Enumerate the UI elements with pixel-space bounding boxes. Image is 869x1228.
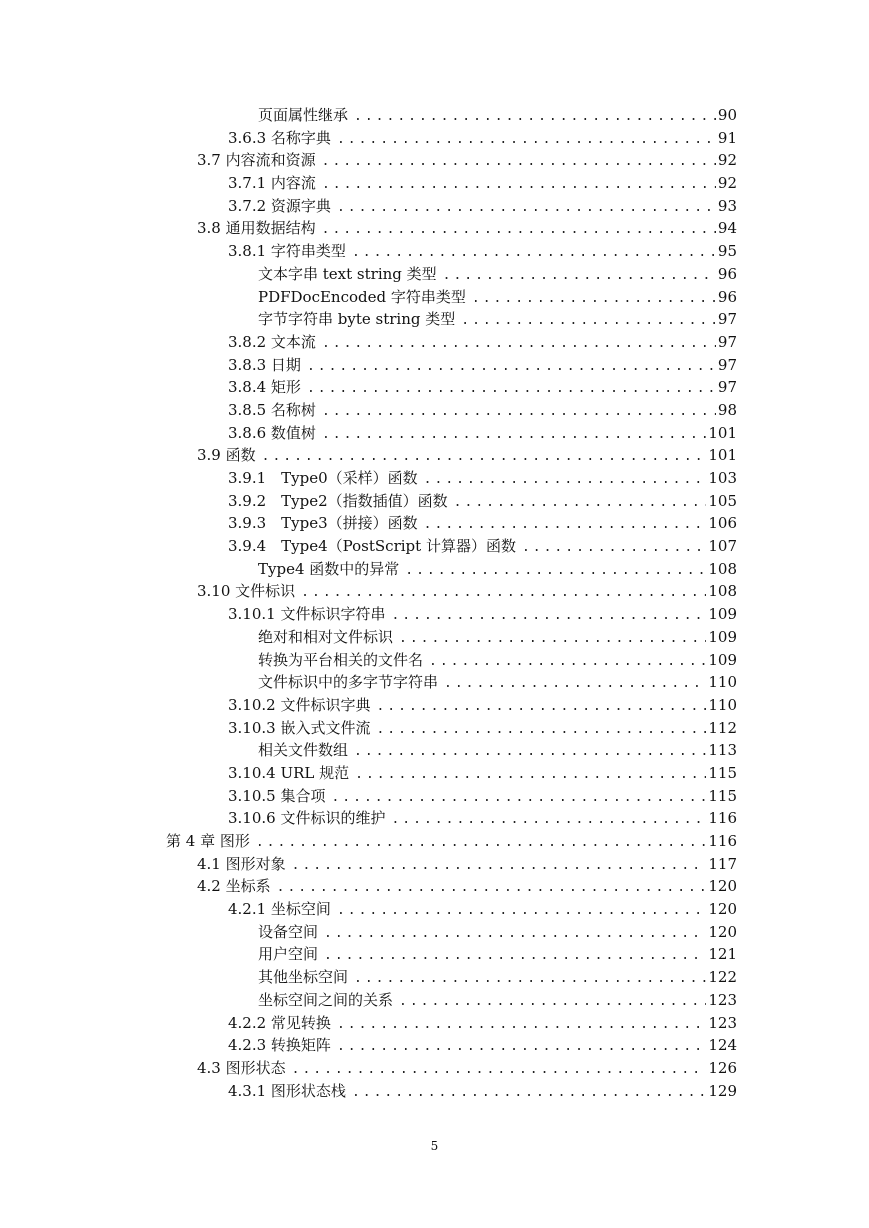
dot-leader (355, 764, 706, 787)
toc-entry-title: 绝对和相对文件标识 (258, 627, 394, 646)
toc-entry[interactable] (258, 263, 737, 286)
toc-entry[interactable] (228, 422, 737, 445)
toc-entry-title: 文本字串 text string 类型 (258, 264, 437, 283)
toc-entry[interactable] (197, 1057, 737, 1080)
toc-entry-page: 112 (708, 718, 737, 737)
toc-entry-page: 116 (708, 832, 737, 850)
toc-entry[interactable] (228, 1080, 737, 1103)
toc-entry[interactable] (258, 308, 737, 331)
toc-entry-page: 126 (708, 1058, 737, 1077)
toc-entry[interactable] (258, 649, 737, 672)
toc-entry-title: 3.10.1 文件标识字符串 (228, 605, 386, 624)
toc-entry[interactable] (258, 558, 737, 581)
toc-entry[interactable] (258, 943, 737, 966)
toc-entry-page: 105 (708, 491, 737, 510)
dot-leader (399, 991, 706, 1014)
toc-entry-title: 3.8.3 日期 (228, 355, 301, 374)
toc-entry[interactable] (228, 807, 737, 830)
toc-entry-page: 97 (717, 332, 737, 351)
dot-leader (522, 537, 706, 560)
table-of-contents (0, 104, 869, 1102)
toc-entry-title: 4.3 图形状态 (197, 1058, 286, 1077)
toc-entry-page: 107 (708, 537, 737, 556)
toc-entry-page: 101 (708, 446, 737, 465)
toc-entry-title: 3.7.2 资源字典 (228, 196, 331, 215)
toc-entry-title: 字节字符串 byte string 类型 (258, 310, 456, 329)
toc-entry-page: 101 (708, 423, 737, 442)
toc-entry-page: 97 (717, 310, 737, 329)
toc-entry-page: 92 (717, 174, 737, 193)
toc-entry-title: 3.8.6 数值树 (228, 423, 316, 442)
toc-entry-title: 3.10 文件标识 (197, 582, 296, 601)
toc-entry-page: 96 (717, 264, 737, 283)
toc-entry[interactable] (228, 512, 737, 535)
toc-entry-page: 120 (708, 922, 737, 941)
toc-entry[interactable] (228, 195, 737, 218)
toc-entry[interactable] (228, 898, 737, 921)
toc-entry-page: 93 (717, 196, 737, 215)
dot-leader (443, 265, 716, 288)
toc-entry-page: 115 (708, 786, 737, 805)
toc-entry-title: 3.7.1 内容流 (228, 174, 316, 193)
toc-entry[interactable] (228, 1034, 737, 1057)
toc-entry[interactable] (228, 1012, 737, 1035)
dot-leader (424, 514, 707, 537)
toc-entry-title: Type4 函数中的异常 (258, 559, 400, 578)
toc-entry-page: 123 (708, 1013, 737, 1032)
toc-entry-page: 108 (708, 582, 737, 601)
toc-entry[interactable] (228, 785, 737, 808)
dot-leader (444, 673, 706, 696)
toc-entry-title: 坐标空间之间的关系 (258, 990, 394, 1009)
dot-leader (322, 151, 716, 174)
toc-entry-title: 其他坐标空间 (258, 968, 349, 987)
dot-leader (277, 877, 707, 900)
dot-leader (262, 446, 707, 469)
toc-entry-title: 3.8.2 文本流 (228, 332, 316, 351)
toc-entry-title: 3.9.3 Type3（拼接）函数 (228, 514, 418, 533)
toc-entry[interactable] (197, 149, 737, 172)
dot-leader (322, 219, 716, 242)
toc-entry-page: 106 (708, 514, 737, 533)
toc-entry[interactable] (228, 762, 737, 785)
toc-entry[interactable] (258, 671, 737, 694)
page-number: 5 (430, 1139, 439, 1153)
toc-entry-page: 124 (708, 1036, 737, 1055)
dot-leader (454, 492, 707, 515)
toc-entry[interactable] (228, 603, 737, 626)
toc-entry-page: 110 (708, 673, 737, 692)
toc-entry[interactable] (228, 354, 737, 377)
toc-entry-title: 3.8.5 名称树 (228, 400, 316, 419)
toc-entry-title: 第 4 章 图形 (166, 832, 250, 850)
toc-entry[interactable] (197, 853, 737, 876)
toc-entry-title: 4.2.2 常见转换 (228, 1013, 331, 1032)
toc-entry[interactable] (228, 535, 737, 558)
dot-leader (307, 378, 716, 401)
toc-entry-page: 108 (708, 559, 737, 578)
dot-leader (337, 1036, 706, 1059)
toc-entry[interactable] (228, 717, 737, 740)
toc-entry-page: 116 (708, 809, 737, 828)
toc-entry-title: 页面属性继承 (258, 106, 349, 124)
toc-entry[interactable] (228, 331, 737, 354)
toc-entry-page: 120 (708, 900, 737, 919)
toc-entry[interactable] (228, 376, 737, 399)
toc-entry-page: 120 (708, 877, 737, 896)
toc-entry-title: 3.9.4 Type4（PostScript 计算器）函数 (228, 537, 516, 556)
toc-entry-page: 109 (708, 605, 737, 624)
toc-entry-title: 3.8 通用数据结构 (197, 219, 316, 238)
toc-entry[interactable] (258, 966, 737, 989)
toc-entry-title: 相关文件数组 (258, 741, 349, 760)
toc-entry[interactable] (228, 490, 737, 513)
toc-entry-title: 3.8.4 矩形 (228, 378, 301, 397)
dot-leader (391, 605, 706, 628)
toc-entry[interactable] (258, 921, 737, 944)
toc-entry-title: 4.2 坐标系 (197, 877, 271, 896)
toc-entry-title: 3.6.3 名称字典 (228, 128, 331, 147)
toc-entry-page: 95 (717, 242, 737, 261)
dot-leader (352, 242, 716, 265)
toc-entry[interactable] (228, 399, 737, 422)
toc-entry-page: 117 (708, 854, 737, 873)
dot-leader (322, 401, 716, 424)
toc-entry-page: 115 (708, 763, 737, 782)
dot-leader (399, 628, 706, 651)
toc-entry-title: 4.1 图形对象 (197, 854, 286, 873)
toc-entry-page: 123 (708, 990, 737, 1009)
dot-leader (322, 333, 716, 356)
dot-leader (331, 787, 706, 810)
toc-entry-page: 97 (717, 355, 737, 374)
dot-leader (337, 1014, 706, 1037)
toc-entry[interactable] (258, 626, 737, 649)
dot-leader (292, 855, 707, 878)
toc-entry-title: PDFDocEncoded 字符串类型 (258, 287, 466, 306)
toc-entry-title: 3.10.3 嵌入式文件流 (228, 718, 371, 737)
dot-leader (322, 424, 706, 447)
toc-entry-title: 3.10.5 集合项 (228, 786, 326, 805)
dot-leader (461, 310, 716, 333)
toc-entry[interactable] (258, 989, 737, 1012)
toc-entry[interactable] (258, 104, 737, 127)
dot-leader (324, 923, 706, 946)
dot-leader (391, 809, 706, 832)
toc-entry-page: 122 (708, 968, 737, 987)
toc-entry-title: 3.9.2 Type2（指数插值）函数 (228, 491, 448, 510)
dot-leader (354, 741, 706, 764)
dot-leader (376, 696, 706, 719)
dot-leader (354, 106, 716, 129)
toc-entry[interactable] (197, 580, 737, 603)
toc-entry[interactable] (197, 875, 737, 898)
dot-leader (337, 129, 716, 152)
toc-entry-page: 94 (717, 219, 737, 238)
toc-entry-page: 109 (708, 627, 737, 646)
toc-entry-title: 3.10.4 URL 规范 (228, 763, 350, 782)
dot-leader (376, 719, 706, 742)
toc-entry[interactable] (228, 694, 737, 717)
toc-entry-page: 90 (717, 106, 737, 124)
toc-entry-page: 129 (708, 1081, 737, 1100)
toc-entry-page: 96 (717, 287, 737, 306)
dot-leader (307, 356, 716, 379)
dot-leader (292, 1059, 707, 1082)
toc-entry-page: 121 (708, 945, 737, 964)
toc-entry-page: 110 (708, 695, 737, 714)
toc-entry-title: 3.10.2 文件标识字典 (228, 695, 371, 714)
dot-leader (405, 560, 706, 583)
dot-leader (352, 1082, 706, 1105)
toc-entry-title: 设备空间 (258, 922, 319, 941)
toc-entry[interactable] (228, 127, 737, 150)
toc-entry-title: 4.2.3 转换矩阵 (228, 1036, 331, 1055)
toc-entry-page: 103 (708, 469, 737, 487)
dot-leader (322, 174, 716, 197)
toc-entry[interactable] (197, 217, 737, 240)
toc-entry-title: 用户空间 (258, 945, 319, 964)
toc-entry[interactable] (258, 286, 737, 309)
toc-entry[interactable] (228, 240, 737, 263)
toc-entry-title: 4.2.1 坐标空间 (228, 900, 331, 919)
toc-entry-page: 91 (717, 128, 737, 147)
dot-leader (337, 197, 716, 220)
toc-entry-title: 4.3.1 图形状态栈 (228, 1081, 346, 1100)
dot-leader (424, 469, 707, 492)
dot-leader (472, 288, 716, 311)
dot-leader (324, 945, 706, 968)
toc-entry-title: 3.8.1 字符串类型 (228, 242, 346, 261)
toc-entry-page: 97 (717, 378, 737, 397)
toc-entry[interactable] (166, 830, 737, 853)
dot-leader (429, 651, 706, 674)
toc-entry[interactable] (258, 739, 737, 762)
toc-entry-title: 文件标识中的多字节字符串 (258, 673, 439, 692)
toc-entry-page: 109 (708, 650, 737, 669)
dot-leader (354, 968, 706, 991)
dot-leader (301, 582, 706, 605)
toc-entry-page: 113 (708, 741, 737, 760)
toc-entry-title: 3.9.1 Type0（采样）函数 (228, 469, 418, 487)
dot-leader (256, 832, 707, 855)
toc-entry[interactable] (228, 172, 737, 195)
toc-entry-title: 转换为平台相关的文件名 (258, 650, 424, 669)
dot-leader (337, 900, 706, 923)
toc-entry[interactable] (197, 444, 737, 467)
toc-entry-page: 98 (717, 400, 737, 419)
toc-entry-title: 3.7 内容流和资源 (197, 151, 316, 170)
toc-entry-title: 3.9 函数 (197, 446, 256, 465)
toc-entry[interactable] (228, 467, 737, 490)
toc-entry-title: 3.10.6 文件标识的维护 (228, 809, 386, 828)
toc-entry-page: 92 (717, 151, 737, 170)
